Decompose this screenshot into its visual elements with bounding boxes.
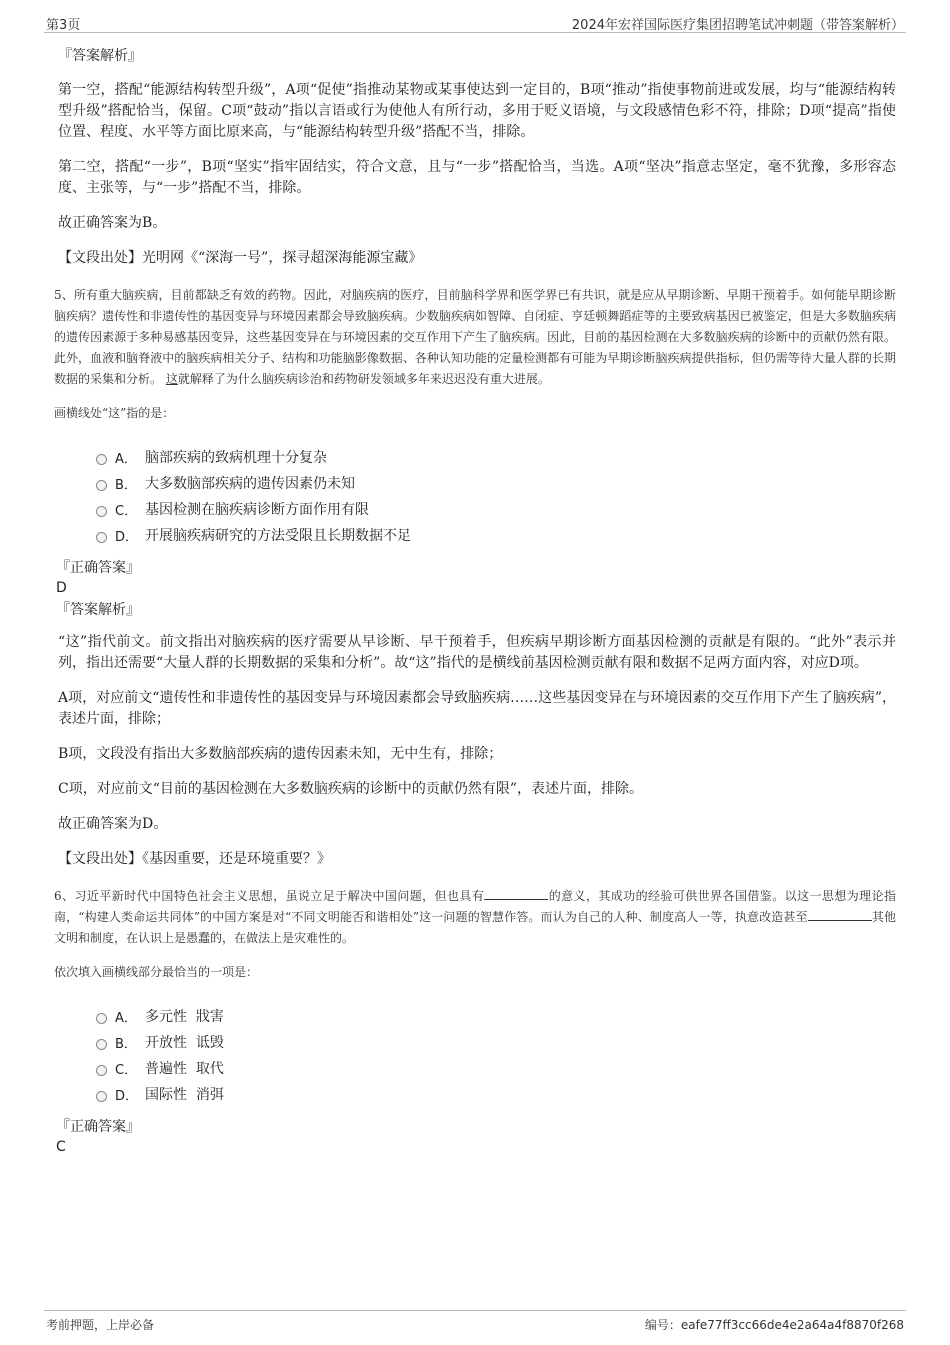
q5-text: 5、所有重大脑疾病，目前都缺乏有效的药物。因此，对脑疾病的医疗，目前脑科学界和医学界已有共识，就是应从早期诊断、早期干预着手。如何能早期诊断脑疾病？遗传性和非遗传性的基因变异与环境因素都会导致脑疾病。少数脑疾病如智障、自闭症、亨廷顿舞蹈症等的主要致病基因已被鉴定，但是大多数脑疾病的遗传因素源于多种易感基因变异，这些基因变异在与环境因素的交互作用下产生了脑疾病。因此，目前的基因检测在大多数脑疾病的诊断中的贡献仍然有限。此外，血液和脑脊液中的脑疾病相关分子、结构和功能脑影像数据、各种认知功能的定量检测都有可能为早期诊断脑疾病提供指标，但仍需等待大量人群的长期数据的采集和分析。 这就解释了为什么脑疾病诊治和药物研发领域多年来迟迟没有重大进展。 (54, 288, 896, 386)
q6-option-c[interactable]: C． 普遍性 取代 (96, 1055, 896, 1081)
q5-prompt: 画横线处“这”指的是： (54, 406, 175, 420)
radio-icon[interactable] (96, 532, 107, 543)
q5-source: 【文段出处】《基因重要，还是环境重要？》 (58, 851, 331, 867)
page-header (44, 12, 906, 33)
radio-icon[interactable] (96, 454, 107, 465)
q5-analysis-p1: “这”指代前文。前文指出对脑疾病的医疗需要从早诊断、早干预着手，但疾病早期诊断方面基因检测的贡献是有限的。“此外”表示并列，指出还需要“大量人群的长期数据的采集和分析”。故“这”指代的是横线前基因检测贡献有限和数据不足两方面内容，对应D项。 (58, 634, 896, 671)
q5-analysis-p4: C项，对应前文“目前的基因检测在大多数脑疾病的诊断中的贡献仍然有限”，表述片面，排除。 (58, 781, 644, 797)
q5-answer-label: 『正确答案』 (56, 560, 140, 576)
q5-conclusion: 故正确答案为D。 (58, 816, 168, 832)
q5-option-a[interactable]: A． 脑部疾病的致病机理十分复杂 (96, 444, 896, 470)
q4-analysis-p1: 第一空，搭配“能源结构转型升级”，A项“促使”指推动某物或某事使达到一定目的，B项“推动”指使事物前进或发展，均与“能源结构转型升级”搭配恰当，保留。C项“鼓动”指以言语或行为使他人有所行动，多用于贬义语境，与文段感情色彩不符，排除；D项“提高”指使位置、程度、水平等方面比原来高，与“能源结构转型升级”搭配不当，排除。 (58, 82, 896, 140)
q5-analysis-p2: A项，对应前文“遗传性和非遗传性的基因变异与环境因素都会导致脑疾病……这些基因变异在与环境因素的交互作用下产生了脑疾病”，表述片面，排除； (58, 690, 896, 727)
radio-icon[interactable] (96, 506, 107, 517)
blank-line (484, 887, 548, 900)
q4-analysis-p2: 第二空，搭配“一步”，B项“坚实”指牢固结实，符合文意，且与“一步”搭配恰当，当选。A项“坚决”指意志坚定，毫不犹豫，多形容态度、主张等，与“一步”搭配不当，排除。 (58, 159, 896, 196)
q6-prompt: 依次填入画横线部分最恰当的一项是： (54, 965, 259, 979)
q5-option-b[interactable]: B． 大多数脑部疾病的遗传因素仍未知 (96, 470, 896, 496)
q5-underlined-word: 这 (165, 372, 178, 386)
q6-option-d[interactable]: D． 国际性 消弭 (96, 1081, 896, 1107)
q5-analysis-label: 『答案解析』 (56, 602, 140, 618)
q4-analysis-label: 『答案解析』 (58, 48, 142, 64)
page-number: 第3页 (46, 18, 81, 33)
q6-options (96, 1003, 896, 1107)
q5-options (96, 444, 896, 548)
q6-answer: C (56, 1139, 66, 1155)
footer-slogan: 考前押题，上岸必备 (46, 1318, 155, 1332)
document-id: 编号：eafe77ff3cc66de4e2a64a4f8870f268 (644, 1318, 904, 1332)
q5-option-c[interactable]: C． 基因检测在脑疾病诊断方面作用有限 (96, 496, 896, 522)
blank-line (808, 908, 872, 921)
radio-icon[interactable] (96, 1039, 107, 1050)
page-footer (44, 1310, 906, 1335)
q5-analysis-p3: B项，文段没有指出大多数脑部疾病的遗传因素未知，无中生有，排除； (58, 746, 503, 762)
radio-icon[interactable] (96, 1013, 107, 1024)
page-content (56, 46, 896, 1159)
q5-option-d[interactable]: D． 开展脑疾病研究的方法受限且长期数据不足 (96, 522, 896, 548)
q6-option-b[interactable]: B． 开放性 诋毁 (96, 1029, 896, 1055)
radio-icon[interactable] (96, 1065, 107, 1076)
document-title: 2024年宏祥国际医疗集团招聘笔试冲刺题（带答案解析） (571, 18, 904, 33)
q5-answer: D (56, 580, 67, 596)
radio-icon[interactable] (96, 1091, 107, 1102)
radio-icon[interactable] (96, 480, 107, 491)
q6-answer-label: 『正确答案』 (56, 1119, 140, 1135)
q4-source: 【文段出处】光明网《“深海一号”，探寻超深海能源宝藏》 (58, 250, 423, 266)
q6-option-a[interactable]: A． 多元性 戕害 (96, 1003, 896, 1029)
q6-text: 6、习近平新时代中国特色社会主义思想，虽说立足于解决中国问题，但也具有 的意义，其成功的经验可供世界各国借鉴。以这一思想为理论指南，“构建人类命运共同体”的中国方案是对“不同文明能否和谐相处”这一问题的智慧作答。而认为自己的人种、制度高人一等，执意改造甚至 其他文明和制度，在认识上是愚蠢的，在做法上是灾难性的。 (54, 889, 896, 945)
q4-conclusion: 故正确答案为B。 (58, 215, 167, 231)
